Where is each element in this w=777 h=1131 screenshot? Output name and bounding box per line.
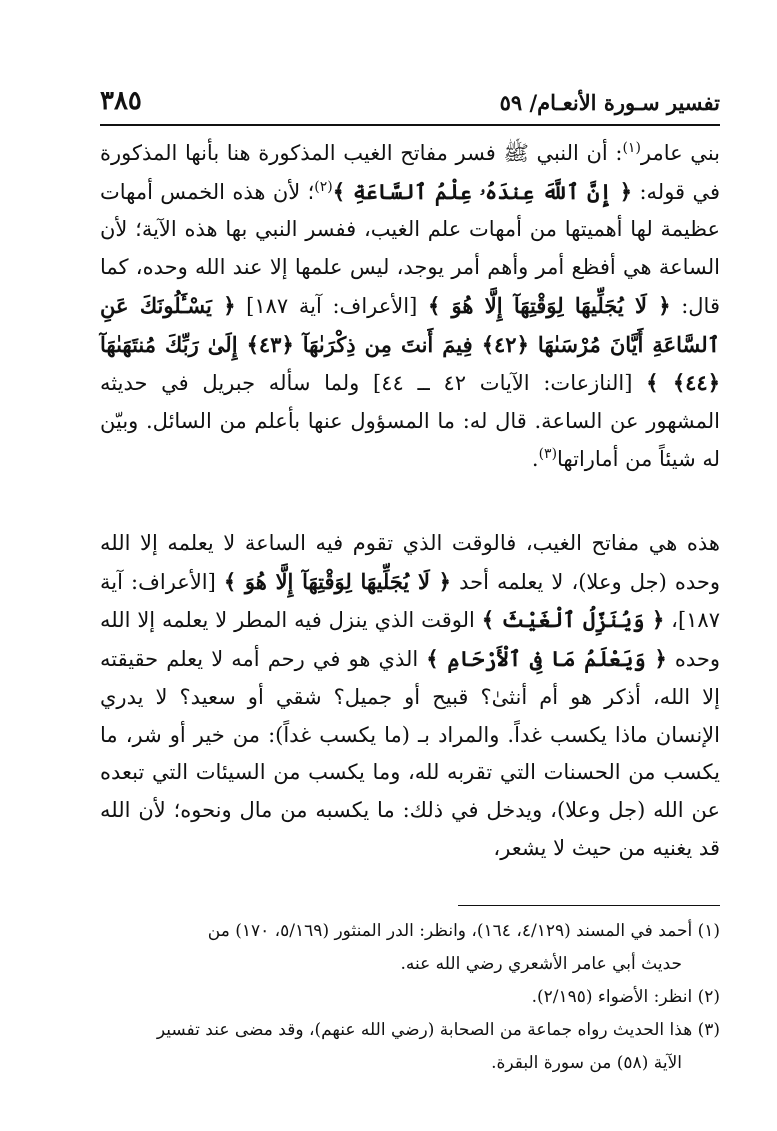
paragraph-1 [100, 135, 720, 478]
text-run: بني عامر [640, 141, 720, 165]
quran-verse: ﴿ لَا يُجَلِّيهَا لِوَقْتِهَآ إِلَّا هُوَ ﴾ [427, 292, 671, 318]
footnote-2 [100, 981, 720, 1014]
text-run: [الأعراف: آية ١٨٧]، [100, 569, 720, 633]
footnote-text: الآية (٥٨) من سورة البقرة. [491, 1053, 682, 1073]
footnote-text: (١) أحمد في المسند (٤/١٢٩، ١٦٤)، وانظر: الدر المنثور (٥/١٦٩، ١٧٠) من [207, 921, 720, 941]
footnotes [100, 915, 720, 1080]
footnote-3 [100, 1014, 720, 1047]
text-run: : أن النبي ﷺ فسر مفاتح الغيب المذكورة هنا بأنها المذكورة في قوله: [100, 141, 721, 204]
footnote-ref[interactable]: (١) [622, 140, 641, 156]
quran-verse: ﴿ إِنَّ ٱللَّهَ عِندَهُۥ عِلْمُ ٱلسَّاعَةِ ﴾ [332, 178, 633, 204]
footnote-text: حديث أبي عامر الأشعري رضي الله عنه. [400, 954, 682, 974]
text-run: الوقت الذي ينزل فيه المطر لا يعلمه إلا الله وحده [100, 608, 720, 672]
footnote-ref[interactable]: (٢) [314, 178, 333, 195]
footnote-ref[interactable]: (٣) [538, 445, 558, 462]
text-run: [الأعراف: آية ١٨٧] [235, 293, 428, 318]
footnote-text: (٣) هذا الحديث رواه جماعة من الصحابة (رضي الله عنهم)، وقد مضى عند تفسير [156, 1020, 720, 1040]
running-title: تفسير سـورة الأنعـام/ ٥٩ [499, 90, 720, 115]
paragraph-2 [100, 525, 720, 867]
footnote-divider [458, 905, 720, 906]
footnote-1 [100, 915, 720, 948]
text-run: هذه هي مفاتح الغيب، فالوقت الذي تقوم فيه الساعة لا يعلمه إلا الله وحده (جل وعلا)، لا يعلمه أحد [100, 531, 721, 594]
quran-verse: ﴿ لَا يُجَلِّيهَا لِوَقْتِهَآ إِلَّا هُوَ ﴾ [223, 568, 451, 594]
text-run: الذي هو في رحم أمه لا يعلم حقيقته إلا الله، أذكر هو أم أنثىٰ؟ قبيح أو جميل؟ شقي أو سعيد؟ لا يدري الإنسان ماذا يكسب غداً. والمراد بـ (ما يكسب غداً): من خير أو شر، ما يكسب من الحسنات التي تقربه لله، وما يكسب من السيئات التي تبعده عن الله (جل وعلا)، ويدخل في ذلك: ما يكسبه من مال ونحوه؛ لأن الله قد يغنيه من حيث لا يشعر، [100, 647, 720, 860]
quran-verse: ﴿ وَيُنَزِّلُ ٱلْغَيْثَ ﴾ [481, 607, 665, 633]
text-run: ؛ لأن هذه الخمس أمهات عظيمة لها أهميتها من أمهات علم الغيب، ففسر النبي بها هذه الآية؛ لأن الساعة هي أفظع أمر وأهم أمر يوجد، ليس علمها إلا عند الله وحده، كما قال: [100, 179, 720, 318]
footnote-1-continued [100, 948, 720, 981]
header-divider [100, 124, 720, 126]
quran-verse: ﴿ وَيَعْلَمُ مَا فِى ٱلْأَرْحَامِ ﴾ [426, 646, 667, 672]
footnote-3-continued [100, 1047, 720, 1080]
text-run: . [531, 446, 539, 471]
page-number: ٣٨٥ [100, 86, 142, 116]
quran-verse: ﴿ يَسْـَٔلُونَكَ عَنِ ٱلسَّاعَةِ أَيَّانَ مُرْسَىٰهَا ﴿٤٢﴾ فِيمَ أَنتَ مِن ذِكْرَىٰهَآ ﴿٤٣﴾ إِلَىٰ رَبِّكَ مُنتَهَىٰهَآ ﴿٤٤﴾ ﴾ [100, 292, 720, 396]
footnote-text: (٢) انظر: الأضواء (٢/١٩٥). [531, 987, 720, 1007]
text-run: [النازعات: الآيات ٤٢ ــ ٤٤] ولما سأله جبريل في حديثه المشهور عن الساعة. قال له: ما المسؤول عنها بأعلم من السائل. وبيّن له شيئاً من أماراتها [100, 371, 720, 471]
page-header [100, 86, 720, 122]
